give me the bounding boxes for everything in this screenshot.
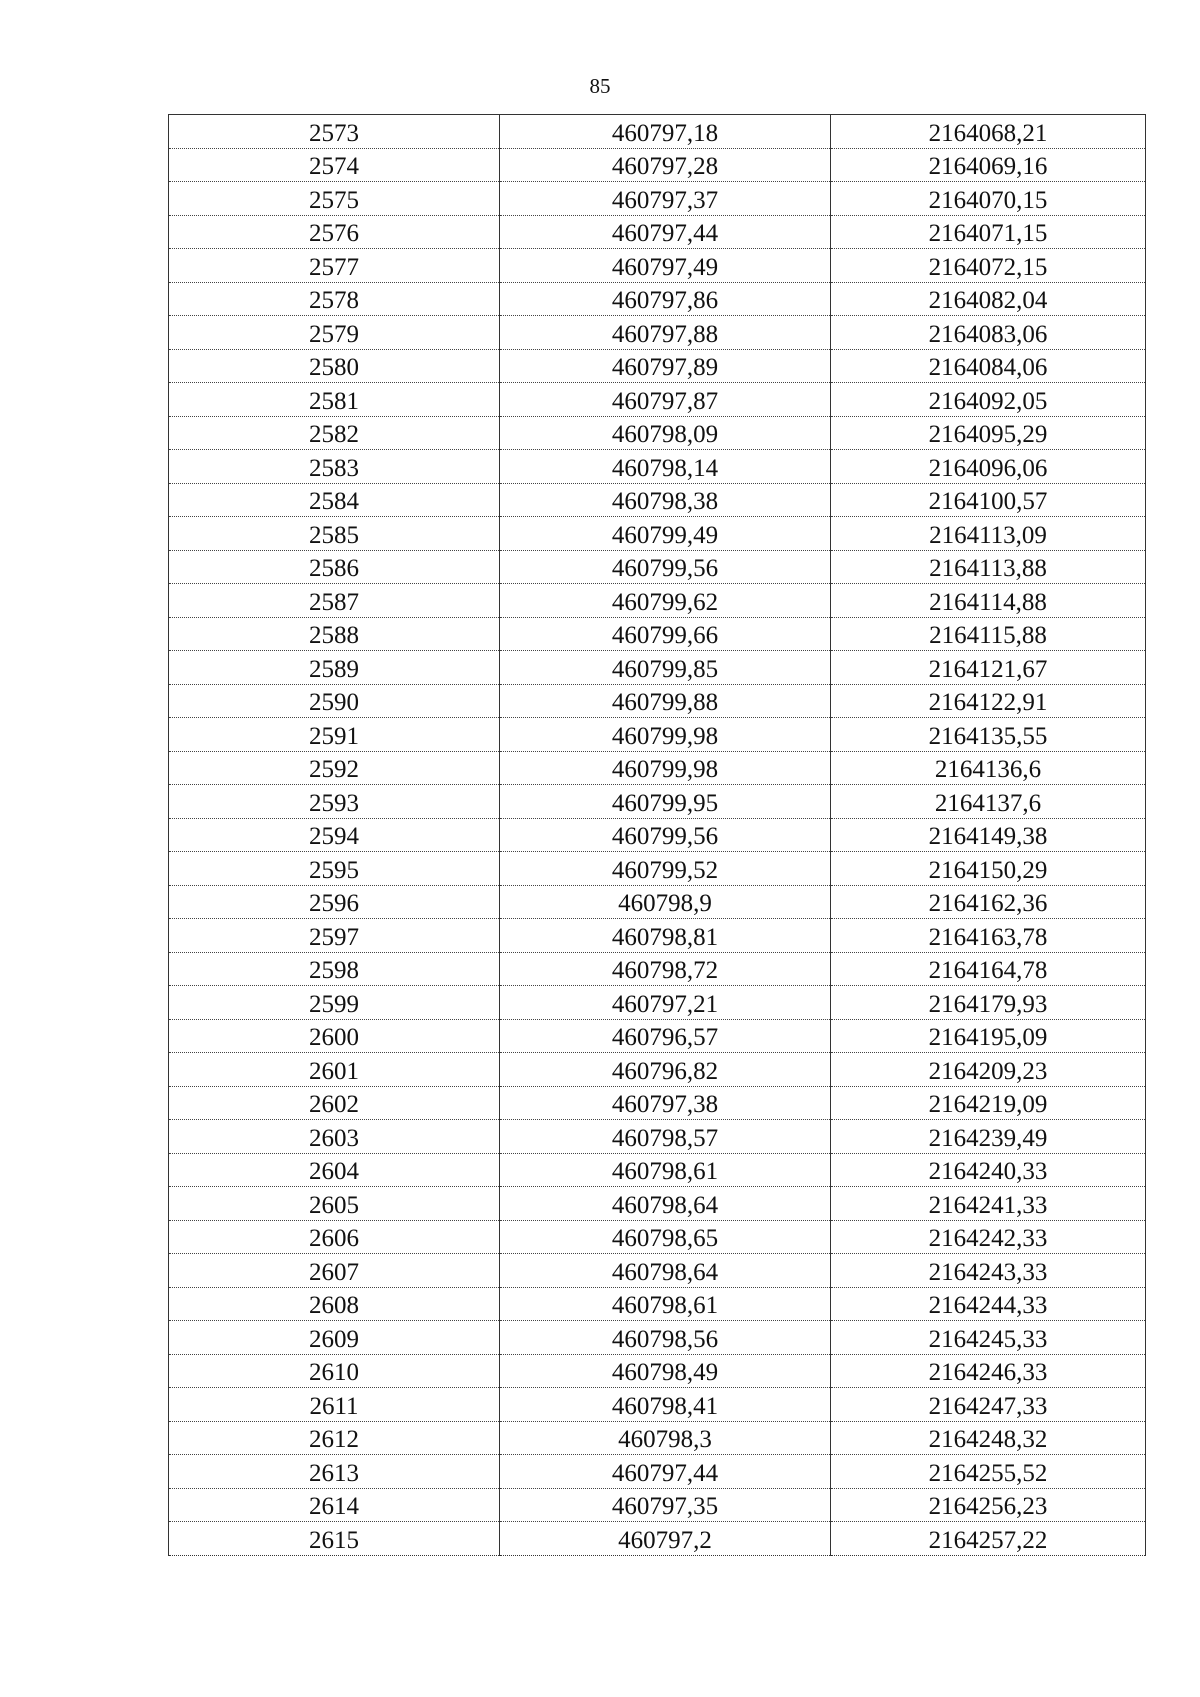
- y-coordinate-cell: 2164121,67: [831, 651, 1146, 685]
- point-number-cell: 2580: [169, 349, 500, 383]
- y-coordinate-cell: 2164209,23: [831, 1053, 1146, 1087]
- x-coordinate-cell: 460799,98: [500, 718, 831, 752]
- point-number-cell: 2577: [169, 249, 500, 283]
- point-number-cell: 2582: [169, 416, 500, 450]
- y-coordinate-cell: 2164179,93: [831, 986, 1146, 1020]
- x-coordinate-cell: 460799,85: [500, 651, 831, 685]
- point-number-cell: 2598: [169, 952, 500, 986]
- y-coordinate-cell: 2164096,06: [831, 450, 1146, 484]
- table-row: [169, 651, 1146, 685]
- point-number-cell: 2579: [169, 316, 500, 350]
- point-number-cell: 2600: [169, 1019, 500, 1053]
- x-coordinate-cell: 460799,56: [500, 550, 831, 584]
- x-coordinate-cell: 460798,9: [500, 885, 831, 919]
- x-coordinate-cell: 460797,2: [500, 1522, 831, 1556]
- table-row: [169, 1388, 1146, 1422]
- x-coordinate-cell: 460798,57: [500, 1120, 831, 1154]
- x-coordinate-cell: 460797,38: [500, 1086, 831, 1120]
- point-number-cell: 2587: [169, 584, 500, 618]
- x-coordinate-cell: 460797,49: [500, 249, 831, 283]
- x-coordinate-cell: 460799,56: [500, 818, 831, 852]
- point-number-cell: 2584: [169, 483, 500, 517]
- y-coordinate-cell: 2164244,33: [831, 1287, 1146, 1321]
- point-number-cell: 2601: [169, 1053, 500, 1087]
- table-row: [169, 818, 1146, 852]
- table-row: [169, 919, 1146, 953]
- point-number-cell: 2613: [169, 1455, 500, 1489]
- y-coordinate-cell: 2164135,55: [831, 718, 1146, 752]
- x-coordinate-cell: 460797,86: [500, 282, 831, 316]
- y-coordinate-cell: 2164241,33: [831, 1187, 1146, 1221]
- y-coordinate-cell: 2164113,88: [831, 550, 1146, 584]
- y-coordinate-cell: 2164095,29: [831, 416, 1146, 450]
- table-row: [169, 1053, 1146, 1087]
- x-coordinate-cell: 460798,61: [500, 1287, 831, 1321]
- point-number-cell: 2586: [169, 550, 500, 584]
- x-coordinate-cell: 460799,88: [500, 684, 831, 718]
- point-number-cell: 2603: [169, 1120, 500, 1154]
- x-coordinate-cell: 460798,09: [500, 416, 831, 450]
- table-row: [169, 1019, 1146, 1053]
- x-coordinate-cell: 460798,49: [500, 1354, 831, 1388]
- point-number-cell: 2578: [169, 282, 500, 316]
- table-row: [169, 617, 1146, 651]
- x-coordinate-cell: 460799,62: [500, 584, 831, 618]
- table-row: [169, 383, 1146, 417]
- y-coordinate-cell: 2164195,09: [831, 1019, 1146, 1053]
- x-coordinate-cell: 460798,81: [500, 919, 831, 953]
- table-row: [169, 1120, 1146, 1154]
- point-number-cell: 2612: [169, 1421, 500, 1455]
- table-row: [169, 1522, 1146, 1556]
- x-coordinate-cell: 460799,49: [500, 517, 831, 551]
- table-row: [169, 1321, 1146, 1355]
- x-coordinate-cell: 460798,56: [500, 1321, 831, 1355]
- x-coordinate-cell: 460798,72: [500, 952, 831, 986]
- table-row: [169, 1455, 1146, 1489]
- y-coordinate-cell: 2164239,49: [831, 1120, 1146, 1154]
- table-row: [169, 1220, 1146, 1254]
- table-row: [169, 148, 1146, 182]
- x-coordinate-cell: 460796,57: [500, 1019, 831, 1053]
- table-row: [169, 182, 1146, 216]
- point-number-cell: 2581: [169, 383, 500, 417]
- x-coordinate-cell: 460797,37: [500, 182, 831, 216]
- y-coordinate-cell: 2164255,52: [831, 1455, 1146, 1489]
- x-coordinate-cell: 460798,14: [500, 450, 831, 484]
- x-coordinate-cell: 460799,66: [500, 617, 831, 651]
- table-row: [169, 718, 1146, 752]
- point-number-cell: 2595: [169, 852, 500, 886]
- y-coordinate-cell: 2164247,33: [831, 1388, 1146, 1422]
- x-coordinate-cell: 460797,44: [500, 215, 831, 249]
- point-number-cell: 2597: [169, 919, 500, 953]
- point-number-cell: 2605: [169, 1187, 500, 1221]
- x-coordinate-cell: 460798,64: [500, 1254, 831, 1288]
- point-number-cell: 2585: [169, 517, 500, 551]
- y-coordinate-cell: 2164248,32: [831, 1421, 1146, 1455]
- point-number-cell: 2602: [169, 1086, 500, 1120]
- y-coordinate-cell: 2164100,57: [831, 483, 1146, 517]
- table-row: [169, 450, 1146, 484]
- x-coordinate-cell: 460798,64: [500, 1187, 831, 1221]
- table-row: [169, 751, 1146, 785]
- y-coordinate-cell: 2164082,04: [831, 282, 1146, 316]
- point-number-cell: 2606: [169, 1220, 500, 1254]
- point-number-cell: 2608: [169, 1287, 500, 1321]
- table-row: [169, 785, 1146, 819]
- table-row: [169, 1421, 1146, 1455]
- point-number-cell: 2590: [169, 684, 500, 718]
- y-coordinate-cell: 2164084,06: [831, 349, 1146, 383]
- y-coordinate-cell: 2164092,05: [831, 383, 1146, 417]
- y-coordinate-cell: 2164137,6: [831, 785, 1146, 819]
- x-coordinate-cell: 460799,95: [500, 785, 831, 819]
- x-coordinate-cell: 460799,98: [500, 751, 831, 785]
- x-coordinate-cell: 460798,41: [500, 1388, 831, 1422]
- point-number-cell: 2574: [169, 148, 500, 182]
- x-coordinate-cell: 460798,61: [500, 1153, 831, 1187]
- y-coordinate-cell: 2164242,33: [831, 1220, 1146, 1254]
- table-row: [169, 986, 1146, 1020]
- table-row: [169, 550, 1146, 584]
- x-coordinate-cell: 460797,89: [500, 349, 831, 383]
- x-coordinate-cell: 460797,28: [500, 148, 831, 182]
- table-row: [169, 483, 1146, 517]
- x-coordinate-cell: 460796,82: [500, 1053, 831, 1087]
- table-row: [169, 1287, 1146, 1321]
- point-number-cell: 2583: [169, 450, 500, 484]
- point-number-cell: 2596: [169, 885, 500, 919]
- table-row: [169, 1254, 1146, 1288]
- point-number-cell: 2607: [169, 1254, 500, 1288]
- x-coordinate-cell: 460799,52: [500, 852, 831, 886]
- table-row: [169, 584, 1146, 618]
- table-row: [169, 885, 1146, 919]
- y-coordinate-cell: 2164256,23: [831, 1488, 1146, 1522]
- y-coordinate-cell: 2164162,36: [831, 885, 1146, 919]
- table-row: [169, 1086, 1146, 1120]
- y-coordinate-cell: 2164136,6: [831, 751, 1146, 785]
- x-coordinate-cell: 460798,65: [500, 1220, 831, 1254]
- point-number-cell: 2604: [169, 1153, 500, 1187]
- y-coordinate-cell: 2164150,29: [831, 852, 1146, 886]
- x-coordinate-cell: 460797,88: [500, 316, 831, 350]
- y-coordinate-cell: 2164257,22: [831, 1522, 1146, 1556]
- table-row: [169, 416, 1146, 450]
- y-coordinate-cell: 2164070,15: [831, 182, 1146, 216]
- page-number: 85: [589, 74, 611, 98]
- table-row: [169, 349, 1146, 383]
- y-coordinate-cell: 2164149,38: [831, 818, 1146, 852]
- x-coordinate-cell: 460797,18: [500, 115, 831, 149]
- table-row: [169, 1153, 1146, 1187]
- point-number-cell: 2592: [169, 751, 500, 785]
- coordinates-table: [168, 114, 1146, 1556]
- y-coordinate-cell: 2164164,78: [831, 952, 1146, 986]
- point-number-cell: 2599: [169, 986, 500, 1020]
- table-row: [169, 852, 1146, 886]
- table-row: [169, 952, 1146, 986]
- x-coordinate-cell: 460797,21: [500, 986, 831, 1020]
- table-row: [169, 249, 1146, 283]
- x-coordinate-cell: 460797,87: [500, 383, 831, 417]
- y-coordinate-cell: 2164071,15: [831, 215, 1146, 249]
- point-number-cell: 2615: [169, 1522, 500, 1556]
- table-row: [169, 1187, 1146, 1221]
- x-coordinate-cell: 460798,3: [500, 1421, 831, 1455]
- y-coordinate-cell: 2164245,33: [831, 1321, 1146, 1355]
- y-coordinate-cell: 2164113,09: [831, 517, 1146, 551]
- point-number-cell: 2573: [169, 115, 500, 149]
- y-coordinate-cell: 2164246,33: [831, 1354, 1146, 1388]
- table-row: [169, 1354, 1146, 1388]
- point-number-cell: 2589: [169, 651, 500, 685]
- y-coordinate-cell: 2164219,09: [831, 1086, 1146, 1120]
- x-coordinate-cell: 460798,38: [500, 483, 831, 517]
- point-number-cell: 2614: [169, 1488, 500, 1522]
- point-number-cell: 2593: [169, 785, 500, 819]
- point-number-cell: 2591: [169, 718, 500, 752]
- y-coordinate-cell: 2164114,88: [831, 584, 1146, 618]
- x-coordinate-cell: 460797,35: [500, 1488, 831, 1522]
- point-number-cell: 2594: [169, 818, 500, 852]
- point-number-cell: 2576: [169, 215, 500, 249]
- point-number-cell: 2610: [169, 1354, 500, 1388]
- y-coordinate-cell: 2164083,06: [831, 316, 1146, 350]
- table-row: [169, 215, 1146, 249]
- y-coordinate-cell: 2164115,88: [831, 617, 1146, 651]
- table-row: [169, 115, 1146, 149]
- y-coordinate-cell: 2164163,78: [831, 919, 1146, 953]
- y-coordinate-cell: 2164068,21: [831, 115, 1146, 149]
- table-row: [169, 517, 1146, 551]
- y-coordinate-cell: 2164240,33: [831, 1153, 1146, 1187]
- point-number-cell: 2588: [169, 617, 500, 651]
- point-number-cell: 2611: [169, 1388, 500, 1422]
- coordinates-table-body: [169, 115, 1146, 1556]
- x-coordinate-cell: 460797,44: [500, 1455, 831, 1489]
- y-coordinate-cell: 2164069,16: [831, 148, 1146, 182]
- point-number-cell: 2609: [169, 1321, 500, 1355]
- y-coordinate-cell: 2164122,91: [831, 684, 1146, 718]
- y-coordinate-cell: 2164243,33: [831, 1254, 1146, 1288]
- table-row: [169, 282, 1146, 316]
- y-coordinate-cell: 2164072,15: [831, 249, 1146, 283]
- table-row: [169, 316, 1146, 350]
- table-row: [169, 684, 1146, 718]
- table-row: [169, 1488, 1146, 1522]
- point-number-cell: 2575: [169, 182, 500, 216]
